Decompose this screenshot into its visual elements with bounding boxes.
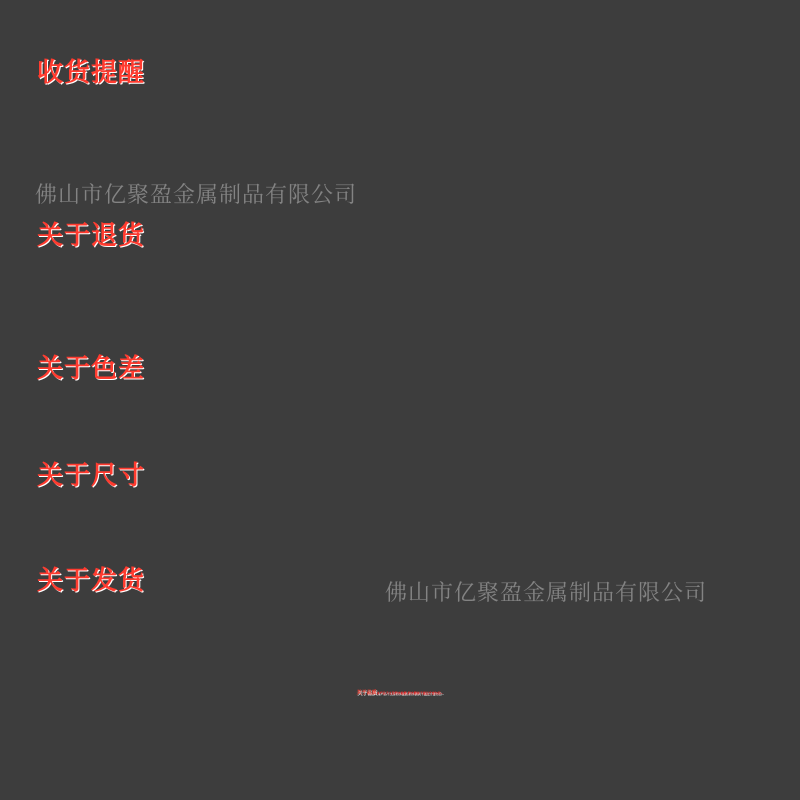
watermark-bottom: 佛山市亿聚盈金属制品有限公司 <box>385 581 708 606</box>
receipt-heading: 收货提醒 <box>37 58 146 88</box>
quality-text: 本产品不支持药水检测,药水测试不通过介意勿拍~ <box>376 691 444 695</box>
color-heading: 关于色差 <box>37 354 146 384</box>
quality-heading: 关于品质 <box>356 690 377 696</box>
quality-line <box>0 689 800 696</box>
shipping-heading: 关于发货 <box>37 566 146 596</box>
size-heading: 关于尺寸 <box>37 461 146 491</box>
returns-heading: 关于退货 <box>37 221 146 251</box>
watermark-top: 佛山市亿聚盈金属制品有限公司 <box>35 183 358 208</box>
